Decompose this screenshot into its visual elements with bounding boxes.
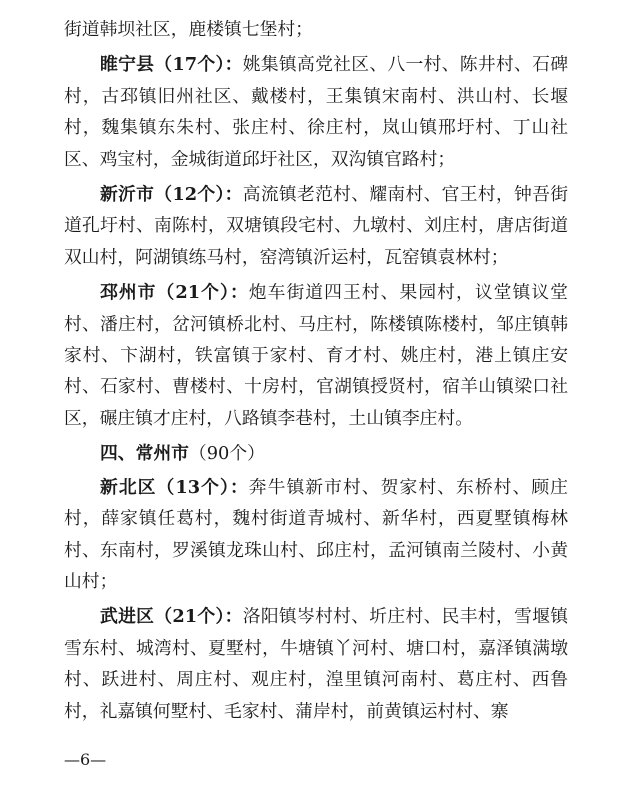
- county-paragraph-suining: [64, 49, 568, 175]
- county-villages: 炮车街道四王村、果园村，议堂镇议堂村、潘庄村，岔河镇桥北村、马庄村，陈楼镇陈楼村，邹庄镇韩家村、卞湖村，铁富镇于家村、育才村、姚庄村，港上镇庄安村、石家村、曹楼村、十房村，官湖镇授贤村，宿羊山镇梁口社区，碾庄镇才庄村，八路镇李巷村，土山镇李庄村。: [64, 282, 568, 429]
- county-count: （21个）: [154, 606, 225, 628]
- county-name: 睢宁县: [100, 54, 155, 76]
- county-count: （21个）: [156, 282, 230, 304]
- county-villages: 姚集镇高党社区、八一村、陈井村、石碑村，古邳镇旧州社区、戴楼村，王集镇宋南村、洪山村、长堰村，魏集镇东朱村、张庄村、徐庄村，岚山镇邢圩村、丁山社区、鸡宝村，金城街道邱圩社区，双沟镇官路村；: [64, 54, 568, 170]
- county-name: 邳州市: [100, 282, 157, 304]
- county-colon: ：: [224, 606, 243, 628]
- county-villages: 高流镇老范村、耀南村、官王村，钟吾街道孔圩村、南陈村，双塘镇段宅村、九墩村、刘庄村，唐店街道双山村，阿湖镇练马村，窑湾镇沂运村，瓦窑镇袁林村；: [64, 184, 568, 268]
- county-colon: ：: [229, 282, 249, 304]
- county-villages: 洛阳镇岑村村、圻庄村、民丰村，雪堰镇雪东村、城湾村、夏墅村，牛塘镇丫河村、塘口村，嘉泽镇满墩村、跃进村、周庄村、观庄村，湟里镇河南村、葛庄村、西鲁村，礼嘉镇何墅村、毛家村、蒲岸村，前黄镇运村村、寨: [64, 606, 568, 722]
- section-heading-changzhou: [64, 438, 568, 469]
- county-colon: ：: [224, 54, 243, 76]
- county-paragraph-wujin: [64, 601, 568, 727]
- county-colon: ：: [224, 184, 243, 206]
- county-villages: 奔牛镇新市村、贺家村、东桥村、顾庄村，薛家镇任葛村，魏村街道青城村、新华村，西夏墅镇梅林村、东南村，罗溪镇龙珠山村、邱庄村，孟河镇南兰陵村、小黄山村；: [64, 476, 568, 592]
- county-colon: ：: [229, 476, 249, 498]
- county-count: （13个）: [156, 476, 230, 498]
- intro-line: 街道韩坝社区，鹿楼镇七堡村；: [64, 19, 313, 40]
- section-title: 四、常州市: [100, 443, 189, 465]
- county-paragraph-xinbei: [64, 472, 568, 598]
- county-count: （17个）: [154, 54, 225, 76]
- county-paragraph-pizhou: [64, 277, 568, 434]
- county-name: 新沂市: [100, 184, 155, 206]
- county-count: （12个）: [154, 184, 225, 206]
- section-count: （90个）: [188, 443, 265, 465]
- document-page: [64, 14, 568, 727]
- county-paragraph-xinyi: [64, 179, 568, 273]
- page-number: —6—: [64, 750, 107, 769]
- county-name: 武进区: [100, 606, 155, 628]
- county-name: 新北区: [100, 476, 157, 498]
